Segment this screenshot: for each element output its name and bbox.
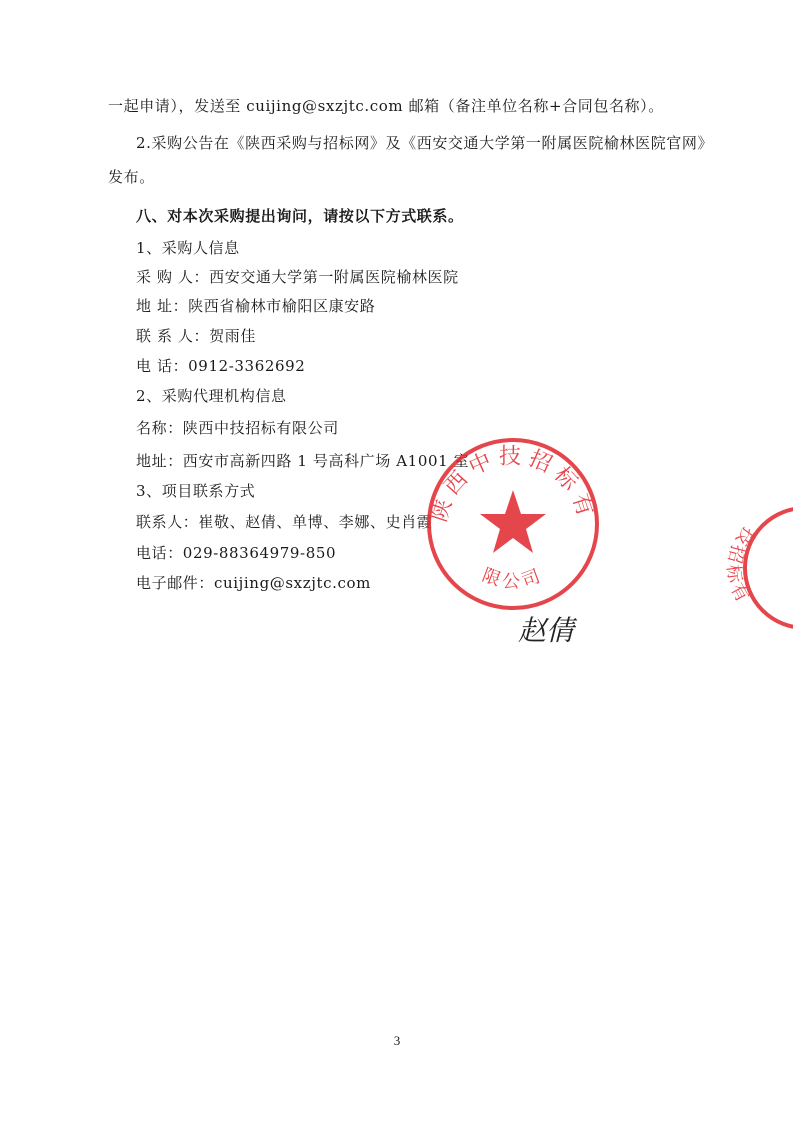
- project-phone: 电话：029-88364979-850: [136, 544, 337, 562]
- buyer-contact: 联 系 人：贺雨佳: [136, 327, 256, 345]
- text-line-announcement: 2.采购公告在《陕西采购与招标网》及《西安交通大学第一附属医院榆林医院官网》: [136, 134, 714, 152]
- project-email: 电子邮件：cuijing@sxzjtc.com: [136, 574, 371, 592]
- page-number: 3: [393, 1033, 401, 1048]
- company-seal: [423, 434, 603, 614]
- buyer-address: 地 址：陕西省榆林市榆阳区康安路: [136, 297, 376, 315]
- section-heading-inquiry: 八、对本次采购提出询问，请按以下方式联系。: [136, 207, 464, 225]
- agency-name: 名称：陕西中技招标有限公司: [136, 419, 339, 437]
- buyer-name: 采 购 人：西安交通大学第一附属医院榆林医院: [136, 268, 459, 286]
- subheading-project-contact: 3、项目联系方式: [136, 482, 256, 500]
- edge-seal-text: 技招标有: [722, 522, 759, 610]
- text-line-publish: 发布。: [108, 168, 155, 186]
- signature-text: 赵倩: [518, 614, 575, 647]
- text-line-application: 一起申请），发送至 cuijing@sxzjtc.com 邮箱（备注单位名称+合同包名称）。: [108, 97, 664, 115]
- seal-star-icon: [480, 490, 546, 553]
- subheading-buyer: 1、采购人信息: [136, 239, 240, 257]
- svg-text:限公司: [479, 565, 546, 593]
- seal-text-bottom: 限公司: [479, 564, 547, 593]
- agency-address: 地址：西安市高新四路 1 号高科广场 A1001 室: [136, 452, 470, 470]
- buyer-phone: 电 话：0912-3362692: [136, 357, 306, 375]
- handwritten-signature: [516, 608, 596, 650]
- partial-edge-seal: [720, 500, 793, 640]
- subheading-agency: 2、采购代理机构信息: [136, 387, 287, 405]
- seal-text-top: 陕西中技招标有: [426, 444, 600, 526]
- project-contacts: 联系人：崔敬、赵倩、单博、李娜、史肖霞: [136, 513, 433, 531]
